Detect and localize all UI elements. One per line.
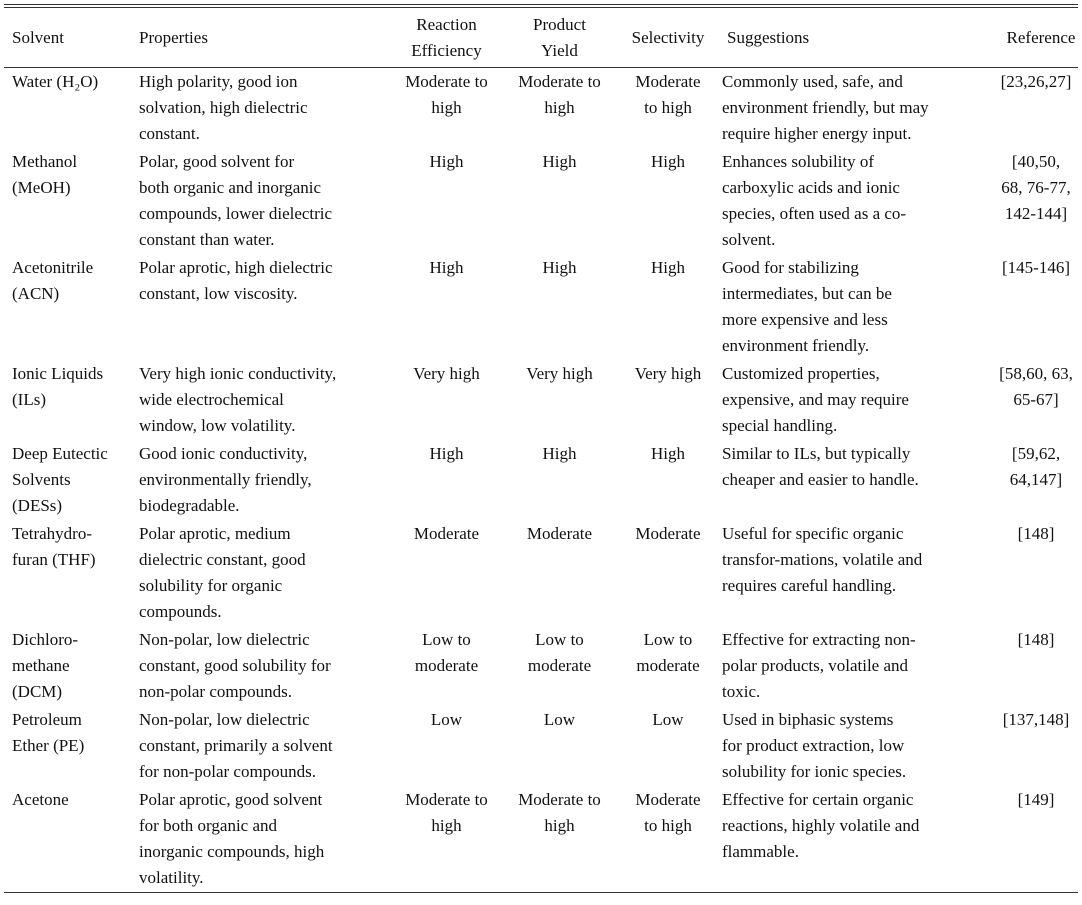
- cell-selectivity-line: Very high: [634, 364, 702, 383]
- cell-suggestions-line: transfor-mations, volatile and: [722, 550, 923, 569]
- cell-selectivity-line: to high: [644, 816, 692, 835]
- cell-properties: [139, 786, 390, 892]
- cell-properties: [139, 148, 390, 254]
- cell-properties-line: constant.: [139, 124, 200, 143]
- header-selectivity: Selectivity: [631, 28, 705, 47]
- cell-product-yield: [503, 706, 616, 786]
- cell-reference-line: [58,60, 63,: [999, 364, 1073, 383]
- cell-reaction-efficiency: [390, 148, 503, 254]
- cell-suggestions-line: Commonly used, safe, and: [722, 72, 903, 91]
- header-solvent: Solvent: [12, 28, 64, 47]
- cell-reference-line: [148]: [1017, 630, 1055, 649]
- table-row: [4, 360, 1082, 440]
- cell-selectivity-line: to high: [644, 98, 692, 117]
- cell-solvent-line: (MeOH): [12, 178, 71, 197]
- cell-properties-line: window, low volatility.: [139, 416, 296, 435]
- cell-suggestions-line: requires careful handling.: [722, 576, 897, 595]
- table-row: [4, 706, 1082, 786]
- cell-suggestions-line: Effective for extracting non-: [722, 630, 916, 649]
- cell-suggestions: [720, 148, 984, 254]
- cell-properties-line: biodegradable.: [139, 496, 240, 515]
- cell-selectivity-line: Low: [652, 710, 684, 729]
- cell-properties-line: constant than water.: [139, 230, 275, 249]
- cell-selectivity-line: High: [651, 444, 685, 463]
- cell-solvent-line: (DESs): [12, 496, 63, 515]
- cell-product-yield: [503, 520, 616, 626]
- cell-reaction-efficiency-line: High: [429, 258, 464, 277]
- cell-solvent-line: Methanol: [12, 152, 78, 171]
- cell-suggestions-line: cheaper and easier to handle.: [722, 470, 919, 489]
- header-reaction-efficiency-line-1: Reaction: [416, 15, 477, 34]
- cell-selectivity: [616, 360, 720, 440]
- cell-product-yield: [503, 148, 616, 254]
- cell-suggestions: [720, 706, 984, 786]
- cell-reference: [984, 440, 1082, 520]
- cell-reaction-efficiency-line: Moderate to: [405, 72, 488, 91]
- cell-properties-line: for non-polar compounds.: [139, 762, 317, 781]
- table-row: [4, 786, 1082, 892]
- cell-suggestions: [720, 440, 984, 520]
- cell-properties-line: inorganic compounds, high: [139, 842, 325, 861]
- cell-reference-line: [23,26,27]: [1000, 72, 1072, 91]
- cell-properties-line: Good ionic conductivity,: [139, 444, 308, 463]
- cell-properties: [139, 440, 390, 520]
- cell-suggestions: [720, 68, 984, 148]
- cell-properties-line: Very high ionic conductivity,: [139, 364, 337, 383]
- cell-properties-line: solvation, high dielectric: [139, 98, 308, 117]
- cell-reference: [984, 254, 1082, 360]
- cell-solvent-line: Acetonitrile: [12, 258, 94, 277]
- cell-properties-line: non-polar compounds.: [139, 682, 292, 701]
- cell-reaction-efficiency-line: Moderate: [413, 524, 480, 543]
- cell-reaction-efficiency: [390, 254, 503, 360]
- cell-reference-line: [149]: [1017, 790, 1055, 809]
- cell-reference: [984, 520, 1082, 626]
- cell-suggestions-line: solubility for ionic species.: [722, 762, 907, 781]
- cell-suggestions-line: special handling.: [722, 416, 838, 435]
- cell-reference: [984, 786, 1082, 892]
- cell-reaction-efficiency: [390, 626, 503, 706]
- cell-properties-line: constant, low viscosity.: [139, 284, 298, 303]
- cell-solvent: [4, 626, 139, 706]
- header-reaction-efficiency-line-2: Efficiency: [411, 41, 482, 60]
- cell-properties-line: dielectric constant, good: [139, 550, 306, 569]
- cell-solvent-line: methane: [12, 656, 70, 675]
- header-reference: Reference: [1006, 28, 1076, 47]
- table-row: [4, 254, 1082, 360]
- cell-reference: [984, 626, 1082, 706]
- cell-solvent-line: (ILs): [12, 390, 46, 409]
- table-header: [4, 8, 1082, 67]
- cell-suggestions-line: for product extraction, low: [722, 736, 905, 755]
- table-bottom-rule: [4, 892, 1078, 893]
- cell-properties-line: Polar aprotic, medium: [139, 524, 291, 543]
- cell-product-yield-line: High: [542, 152, 577, 171]
- solvent-comparison-table-container: [4, 4, 1078, 893]
- cell-product-yield-line: high: [544, 98, 575, 117]
- cell-reference: [984, 148, 1082, 254]
- cell-selectivity: [616, 626, 720, 706]
- cell-solvent-line: furan (THF): [12, 550, 96, 569]
- cell-selectivity: [616, 520, 720, 626]
- header-product-yield-line-2: Yield: [541, 41, 578, 60]
- table-row: [4, 68, 1082, 148]
- cell-reaction-efficiency-line: High: [429, 152, 464, 171]
- cell-properties-line: Polar aprotic, high dielectric: [139, 258, 333, 277]
- cell-properties-line: Non-polar, low dielectric: [139, 630, 310, 649]
- cell-product-yield-line: Moderate: [526, 524, 593, 543]
- cell-suggestions-line: polar products, volatile and: [722, 656, 909, 675]
- cell-solvent-line: (ACN): [12, 284, 60, 303]
- cell-solvent-line: Tetrahydro-: [12, 524, 92, 543]
- cell-solvent-line: Acetone: [12, 790, 69, 809]
- cell-reaction-efficiency-line: high: [431, 816, 462, 835]
- cell-properties-line: High polarity, good ion: [139, 72, 298, 91]
- cell-suggestions-line: Similar to ILs, but typically: [722, 444, 911, 463]
- cell-properties: [139, 68, 390, 148]
- cell-properties: [139, 626, 390, 706]
- cell-solvent: [4, 360, 139, 440]
- cell-suggestions-line: require higher energy input.: [722, 124, 912, 143]
- cell-solvent-line: Dichloro-: [12, 630, 79, 649]
- header-product-yield: [503, 8, 616, 67]
- cell-suggestions-line: Useful for specific organic: [722, 524, 904, 543]
- cell-properties-line: for both organic and: [139, 816, 278, 835]
- cell-suggestions: [720, 254, 984, 360]
- cell-product-yield: [503, 360, 616, 440]
- cell-selectivity-line: Moderate: [635, 524, 701, 543]
- cell-product-yield-line: high: [544, 816, 575, 835]
- cell-selectivity: [616, 706, 720, 786]
- cell-selectivity: [616, 68, 720, 148]
- cell-suggestions-line: expensive, and may require: [722, 390, 909, 409]
- cell-selectivity-line: Moderate: [635, 790, 701, 809]
- cell-selectivity-line: High: [651, 152, 685, 171]
- cell-product-yield: [503, 626, 616, 706]
- cell-reference-line: 64,147]: [1009, 470, 1063, 489]
- cell-reaction-efficiency-line: Very high: [413, 364, 480, 383]
- cell-solvent: [4, 786, 139, 892]
- cell-product-yield-line: Moderate to: [518, 790, 601, 809]
- cell-solvent-line: Deep Eutectic: [12, 444, 108, 463]
- cell-reference-line: [137,148]: [1002, 710, 1070, 729]
- cell-product-yield-line: Very high: [526, 364, 593, 383]
- cell-product-yield: [503, 68, 616, 148]
- cell-product-yield-line: High: [542, 258, 577, 277]
- cell-reaction-efficiency: [390, 68, 503, 148]
- cell-solvent: [4, 148, 139, 254]
- cell-suggestions-line: reactions, highly volatile and: [722, 816, 920, 835]
- cell-properties-line: compounds, lower dielectric: [139, 204, 333, 223]
- cell-suggestions-line: environment friendly, but may: [722, 98, 929, 117]
- cell-reaction-efficiency-line: moderate: [414, 656, 479, 675]
- cell-suggestions-line: environment friendly.: [722, 336, 870, 355]
- cell-selectivity: [616, 254, 720, 360]
- cell-reaction-efficiency: [390, 440, 503, 520]
- cell-properties-line: both organic and inorganic: [139, 178, 322, 197]
- solvent-comparison-body-table: [4, 68, 1082, 892]
- table-row: [4, 440, 1082, 520]
- cell-reaction-efficiency: [390, 360, 503, 440]
- cell-reaction-efficiency-line: high: [431, 98, 462, 117]
- cell-properties-line: Polar aprotic, good solvent: [139, 790, 323, 809]
- cell-suggestions-line: more expensive and less: [722, 310, 888, 329]
- cell-solvent-line: Water (H₂O): [12, 72, 99, 91]
- cell-selectivity-line: High: [651, 258, 685, 277]
- cell-properties: [139, 254, 390, 360]
- cell-reference-line: 142-144]: [1004, 204, 1068, 223]
- cell-suggestions-line: Used in biphasic systems: [722, 710, 894, 729]
- cell-properties-line: compounds.: [139, 602, 222, 621]
- cell-selectivity: [616, 148, 720, 254]
- cell-reaction-efficiency: [390, 706, 503, 786]
- cell-reference-line: 68, 76-77,: [1001, 178, 1071, 197]
- cell-properties-line: solubility for organic: [139, 576, 283, 595]
- cell-suggestions: [720, 786, 984, 892]
- table-row: [4, 520, 1082, 626]
- cell-reference-line: [40,50,: [1011, 152, 1061, 171]
- cell-reaction-efficiency: [390, 520, 503, 626]
- table-row: [4, 626, 1082, 706]
- cell-suggestions-line: Good for stabilizing: [722, 258, 859, 277]
- cell-suggestions-line: species, often used as a co-: [722, 204, 907, 223]
- cell-solvent-line: Solvents: [12, 470, 71, 489]
- cell-reference-line: [145-146]: [1002, 258, 1070, 277]
- cell-solvent: [4, 520, 139, 626]
- cell-product-yield: [503, 254, 616, 360]
- cell-reaction-efficiency: [390, 786, 503, 892]
- cell-suggestions-line: carboxylic acids and ionic: [722, 178, 900, 197]
- cell-suggestions-line: Effective for certain organic: [722, 790, 914, 809]
- cell-suggestions-line: intermediates, but can be: [722, 284, 892, 303]
- cell-product-yield: [503, 440, 616, 520]
- cell-suggestions-line: flammable.: [722, 842, 799, 861]
- cell-suggestions-line: Enhances solubility of: [722, 152, 875, 171]
- cell-selectivity-line: Low to: [643, 630, 693, 649]
- solvent-comparison-table: [4, 8, 1082, 67]
- header-properties: Properties: [139, 28, 208, 47]
- header-row: [4, 8, 1082, 67]
- cell-reaction-efficiency-line: Low to: [422, 630, 471, 649]
- cell-reaction-efficiency-line: Low: [430, 710, 463, 729]
- cell-solvent: [4, 706, 139, 786]
- cell-reaction-efficiency-line: Moderate to: [405, 790, 488, 809]
- cell-properties: [139, 360, 390, 440]
- table-body: [4, 68, 1082, 892]
- cell-solvent-line: (DCM): [12, 682, 63, 701]
- cell-properties-line: wide electrochemical: [139, 390, 284, 409]
- cell-product-yield-line: High: [542, 444, 577, 463]
- cell-properties-line: constant, primarily a solvent: [139, 736, 333, 755]
- table-row: [4, 148, 1082, 254]
- cell-product-yield-line: moderate: [527, 656, 592, 675]
- cell-solvent: [4, 254, 139, 360]
- cell-selectivity-line: Moderate: [635, 72, 701, 91]
- cell-suggestions: [720, 360, 984, 440]
- cell-reference-line: 65-67]: [1013, 390, 1059, 409]
- cell-product-yield: [503, 786, 616, 892]
- cell-suggestions-line: toxic.: [722, 682, 761, 701]
- cell-solvent-line: Ionic Liquids: [12, 364, 104, 383]
- cell-properties-line: constant, good solubility for: [139, 656, 331, 675]
- cell-properties-line: volatility.: [139, 868, 204, 887]
- cell-properties-line: Non-polar, low dielectric: [139, 710, 310, 729]
- cell-solvent: [4, 68, 139, 148]
- cell-solvent-line: Ether (PE): [12, 736, 85, 755]
- cell-selectivity-line: moderate: [636, 656, 700, 675]
- cell-reference: [984, 360, 1082, 440]
- cell-solvent: [4, 440, 139, 520]
- cell-selectivity: [616, 786, 720, 892]
- header-product-yield-line-1: Product: [533, 15, 586, 34]
- cell-reaction-efficiency-line: High: [429, 444, 464, 463]
- cell-reference-line: [148]: [1017, 524, 1055, 543]
- cell-product-yield-line: Low: [543, 710, 576, 729]
- cell-reference-line: [59,62,: [1011, 444, 1061, 463]
- cell-suggestions: [720, 626, 984, 706]
- cell-properties: [139, 520, 390, 626]
- cell-properties-line: environmentally friendly,: [139, 470, 312, 489]
- cell-product-yield-line: Moderate to: [518, 72, 601, 91]
- cell-suggestions-line: solvent.: [722, 230, 776, 249]
- cell-reference: [984, 68, 1082, 148]
- header-reaction-efficiency: [390, 8, 503, 67]
- cell-properties: [139, 706, 390, 786]
- cell-reference: [984, 706, 1082, 786]
- cell-properties-line: Polar, good solvent for: [139, 152, 295, 171]
- cell-suggestions: [720, 520, 984, 626]
- cell-product-yield-line: Low to: [535, 630, 584, 649]
- cell-selectivity: [616, 440, 720, 520]
- cell-suggestions-line: Customized properties,: [722, 364, 880, 383]
- cell-solvent-line: Petroleum: [12, 710, 82, 729]
- header-suggestions: Suggestions: [727, 28, 810, 47]
